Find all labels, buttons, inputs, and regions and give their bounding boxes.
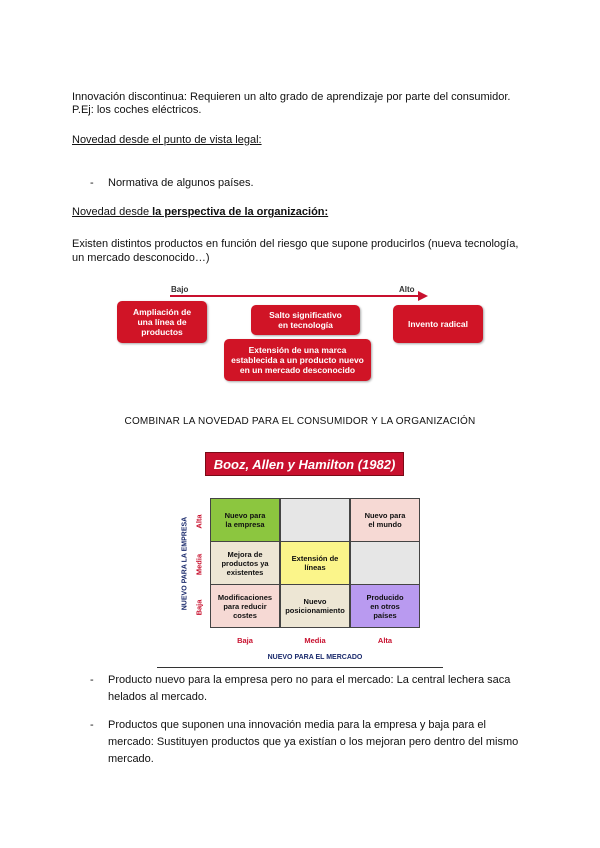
legal-heading: Novedad desde el punto de vista legal: <box>72 134 262 146</box>
cell-line: Producido <box>366 592 404 602</box>
risk-box-line: Salto significativo <box>269 310 342 320</box>
risk-box-line: Invento radical <box>408 319 468 329</box>
org-heading <box>72 205 328 220</box>
risk-box-line: en tecnología <box>278 320 333 330</box>
matrix-row-label-media: Media <box>194 553 204 576</box>
risk-box-ampliacion <box>117 301 207 343</box>
bullet-text-2 <box>108 717 528 768</box>
paragraph-discontinuous-line2: P.Ej: los coches eléctricos. <box>72 104 202 116</box>
matrix-banner: Booz, Allen y Hamilton (1982) <box>205 452 404 476</box>
risk-arrow-line <box>170 295 420 297</box>
matrix-row-label-alta: Alta <box>194 514 204 529</box>
cell-line: existentes <box>226 567 264 577</box>
bullet-line: mercado. <box>108 753 154 765</box>
bullet-line: helados al mercado. <box>108 691 208 703</box>
matrix-cell-media-media <box>280 541 350 585</box>
cell-line: Extensión de <box>291 554 339 563</box>
org-paragraph-line1: Existen distintos productos en función del riesgo que supone producirlos (nueva tecnología, <box>72 238 519 250</box>
cell-line: Nuevo para <box>224 511 266 520</box>
bullet-dash: - <box>90 674 94 686</box>
risk-box-salto <box>251 305 360 335</box>
risk-box-extension <box>224 339 371 381</box>
bullet-line: Producto nuevo para la empresa pero no para el mercado: La central lechera saca <box>108 674 511 686</box>
cell-line: en otros <box>370 601 400 611</box>
matrix-x-axis-title: NUEVO PARA EL MERCADO <box>267 654 363 661</box>
cell-line: Mejora de <box>227 549 263 559</box>
cell-line: la empresa <box>225 520 265 529</box>
matrix-cell-alta-alta <box>350 498 420 542</box>
org-paragraph-line2: un mercado desconocido…) <box>72 252 210 264</box>
cell-line: líneas <box>304 563 326 572</box>
matrix-col-label-alta: Alta <box>377 636 393 645</box>
cell-line: productos ya <box>221 558 269 568</box>
matrix-cell-media-baja <box>210 541 280 585</box>
matrix-cell-baja-media <box>280 584 350 628</box>
matrix-col-label-media: Media <box>304 636 326 645</box>
org-heading-prefix: Novedad desde <box>72 206 153 218</box>
combine-heading: COMBINAR LA NOVEDAD PARA EL CONSUMIDOR Y LA ORGANIZACIÓN <box>124 416 476 427</box>
matrix-col-label-baja: Baja <box>237 636 253 645</box>
risk-high-label: Alto <box>399 285 415 294</box>
bullet-dash: - <box>90 719 94 731</box>
cell-line: países <box>373 610 397 620</box>
cell-line: costes <box>233 610 257 620</box>
risk-box-invento <box>393 305 483 343</box>
risk-box-line: establecida a un producto nuevo <box>231 355 364 365</box>
risk-box-line: en un mercado desconocido <box>239 365 356 375</box>
risk-box-line: Extensión de una marca <box>248 345 347 355</box>
cell-line: el mundo <box>368 520 402 529</box>
matrix-cell-alta-baja <box>210 498 280 542</box>
matrix-y-axis-title: NUEVO PARA LA EMPRESA <box>181 516 189 611</box>
bullet-text-1 <box>108 672 528 706</box>
divider-line <box>157 667 443 668</box>
matrix-cell-media-alta <box>350 541 420 585</box>
matrix-row-label-baja: Baja <box>194 599 204 616</box>
bullet-dash: - <box>90 177 94 189</box>
cell-line: Modificaciones <box>217 592 273 602</box>
risk-box-line: Ampliación de <box>132 307 192 317</box>
matrix-cell-baja-alta <box>350 584 420 628</box>
paragraph-discontinuous-line1: Innovación discontinua: Requieren un alto grado de aprendizaje por parte del consumidor. <box>72 91 511 103</box>
org-heading-bold: la perspectiva de la organización: <box>152 206 329 218</box>
legal-bullet-text: Normativa de algunos países. <box>108 177 254 189</box>
risk-box-line: una línea de <box>137 317 187 327</box>
bullet-line: Productos que suponen una innovación media para la empresa y baja para el <box>108 719 486 731</box>
risk-arrow-head <box>418 291 428 301</box>
cell-line: Nuevo <box>303 597 327 606</box>
matrix-cell-baja-baja <box>210 584 280 628</box>
cell-line: posicionamiento <box>285 606 345 615</box>
risk-low-label: Bajo <box>171 285 189 294</box>
risk-box-line: productos <box>141 327 183 337</box>
cell-line: Nuevo para <box>364 511 406 520</box>
cell-line: para reducir <box>223 601 267 611</box>
bullet-line: mercado: Sustituyen productos que ya existían o los mejoran pero dentro del mismo <box>108 736 519 748</box>
matrix-cell-alta-media <box>280 498 350 542</box>
